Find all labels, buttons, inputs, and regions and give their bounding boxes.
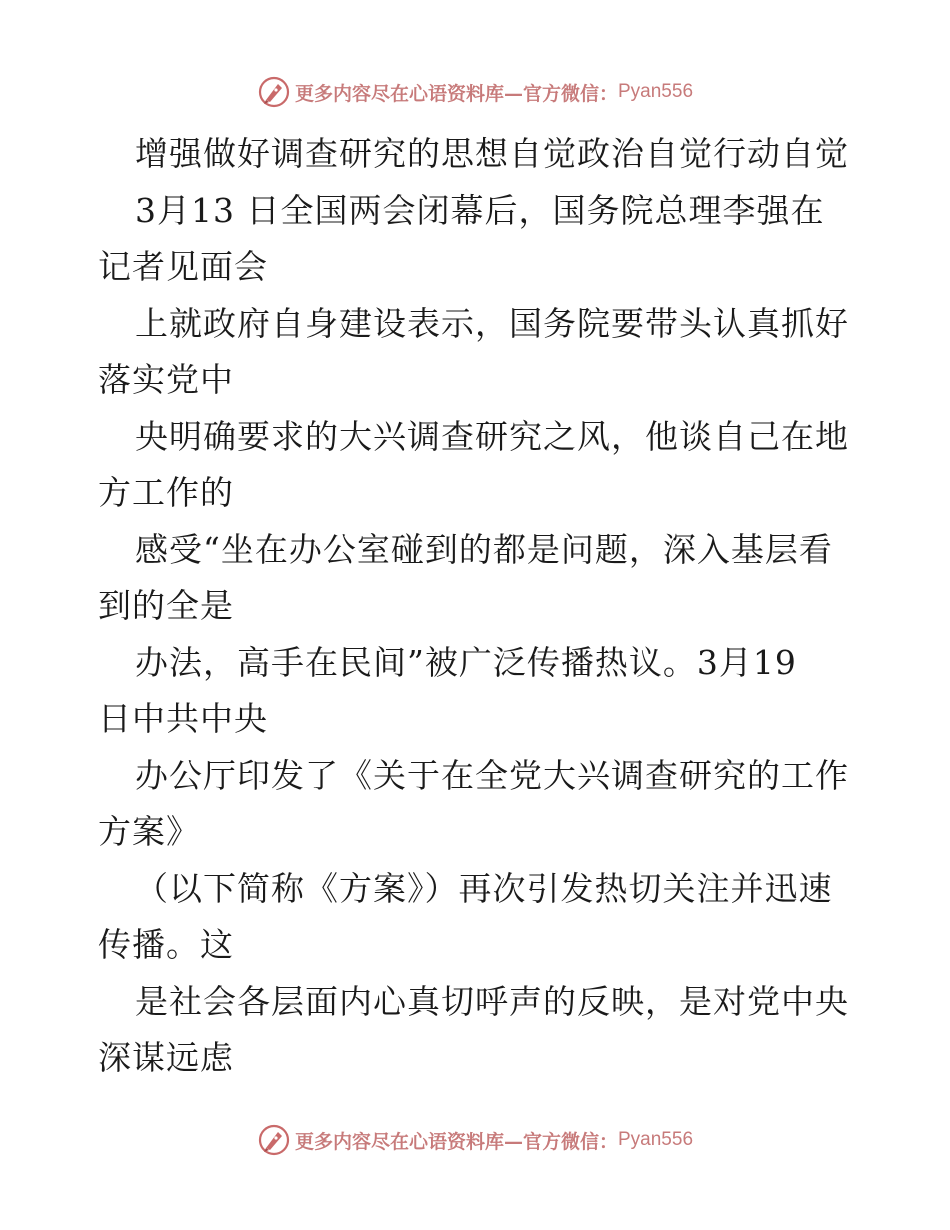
banner-wechat-id: Pyan556 <box>618 81 694 102</box>
banner-wechat-id: Pyan556 <box>618 1129 694 1150</box>
document-body <box>98 126 858 1087</box>
text-line: 落实党中 <box>98 360 234 399</box>
banner-text: 更多内容尽在心语资料库—官方微信： <box>294 1130 618 1153</box>
text-line: 上就政府自身建设表示，国务院要带头认真抓好 <box>135 303 849 343</box>
header-banner <box>0 72 950 112</box>
text-line: 记者见面会 <box>98 247 268 286</box>
pen-nib-logo-icon <box>257 75 291 109</box>
text-line: 日中共中央 <box>98 699 268 738</box>
text-line: 方案》 <box>98 812 200 851</box>
banner-text: 更多内容尽在心语资料库—官方微信： <box>294 82 618 105</box>
text-line: （以下简称《方案》）再次引发热切关注并迅速 <box>135 868 833 908</box>
text-line: 深谋远虑 <box>98 1038 234 1077</box>
text-line: 到的全是 <box>98 586 234 625</box>
text-line: 增强做好调查研究的思想自觉政治自觉行动自觉 <box>135 134 849 173</box>
text-line: 办公厅印发了《关于在全党大兴调查研究的工作 <box>135 755 849 795</box>
text-line: 3月13 日全国两会闭幕后，国务院总理李强在 <box>135 190 825 230</box>
text-line: 方工作的 <box>98 473 234 512</box>
text-line: 办法，高手在民间”被广泛传播热议。3月19 <box>135 642 797 682</box>
text-line: 传播。这 <box>98 925 234 964</box>
pen-nib-logo-icon <box>257 1123 291 1157</box>
text-line: 是社会各层面内心真切呼声的反映，是对党中央 <box>135 981 849 1021</box>
text-line: 感受“坐在办公室碰到的都是问题，深入基层看 <box>135 529 833 569</box>
text-line: 央明确要求的大兴调查研究之风，他谈自己在地 <box>135 416 849 456</box>
footer-banner <box>0 1120 950 1160</box>
